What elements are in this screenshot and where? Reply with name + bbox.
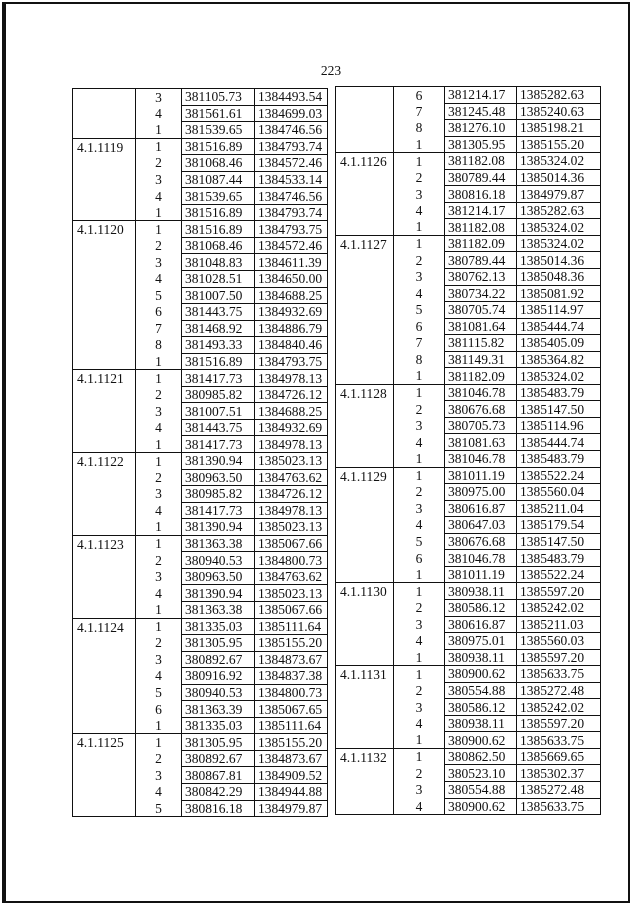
y-coordinate: 1385444.74	[517, 434, 601, 451]
y-coordinate: 1385023.13	[255, 519, 328, 536]
point-number: 3	[394, 781, 445, 798]
point-number: 3	[136, 171, 182, 188]
point-number: 1	[136, 204, 182, 221]
y-coordinate: 1385198.21	[517, 120, 601, 137]
x-coordinate: 380676.68	[445, 533, 517, 550]
x-coordinate: 381305.95	[445, 136, 517, 153]
y-coordinate: 1384978.13	[255, 436, 328, 453]
point-number: 1	[136, 436, 182, 453]
y-coordinate: 1384909.52	[255, 767, 328, 784]
y-coordinate: 1385147.50	[517, 401, 601, 418]
y-coordinate: 1385023.13	[255, 585, 328, 602]
point-number: 4	[394, 715, 445, 732]
x-coordinate: 380762.13	[445, 269, 517, 286]
x-coordinate: 381046.78	[445, 384, 517, 401]
point-number: 5	[394, 533, 445, 550]
point-number: 1	[136, 535, 182, 552]
point-number: 4	[136, 783, 182, 800]
x-coordinate: 380789.44	[445, 252, 517, 269]
point-number: 4	[136, 419, 182, 436]
x-coordinate: 380554.88	[445, 781, 517, 798]
y-coordinate: 1385633.75	[517, 798, 601, 815]
parcel-id: 4.1.1121	[73, 370, 136, 453]
y-coordinate: 1384873.67	[255, 651, 328, 668]
x-coordinate: 381539.65	[182, 122, 255, 139]
point-number: 1	[394, 235, 445, 252]
point-number: 4	[136, 271, 182, 288]
y-coordinate: 1385240.63	[517, 103, 601, 120]
point-number: 1	[136, 601, 182, 618]
point-number: 2	[394, 252, 445, 269]
y-coordinate: 1385522.24	[517, 566, 601, 583]
point-number: 1	[394, 368, 445, 385]
y-coordinate: 1384746.56	[255, 122, 328, 139]
x-coordinate: 380892.67	[182, 651, 255, 668]
point-number: 6	[394, 318, 445, 335]
point-number: 5	[136, 287, 182, 304]
x-coordinate: 380892.67	[182, 750, 255, 767]
point-number: 2	[136, 469, 182, 486]
point-number: 2	[394, 401, 445, 418]
parcel-id: 4.1.1123	[73, 535, 136, 618]
table-row	[73, 618, 328, 635]
x-coordinate: 380705.73	[445, 417, 517, 434]
table-row	[73, 221, 328, 238]
y-coordinate: 1384978.13	[255, 370, 328, 387]
x-coordinate: 381516.89	[182, 138, 255, 155]
point-number: 3	[136, 486, 182, 503]
y-coordinate: 1384650.00	[255, 271, 328, 288]
x-coordinate: 381305.95	[182, 734, 255, 751]
x-coordinate: 380975.01	[445, 633, 517, 650]
y-coordinate: 1384746.56	[255, 188, 328, 205]
parcel-id: 4.1.1127	[336, 235, 394, 384]
point-number: 1	[136, 353, 182, 370]
x-coordinate: 380963.50	[182, 568, 255, 585]
x-coordinate: 381087.44	[182, 171, 255, 188]
x-coordinate: 380900.62	[445, 798, 517, 815]
table-row	[73, 370, 328, 387]
point-number: 1	[136, 138, 182, 155]
point-number: 7	[136, 320, 182, 337]
point-number: 1	[136, 618, 182, 635]
y-coordinate: 1385560.03	[517, 633, 601, 650]
x-coordinate: 381011.19	[445, 467, 517, 484]
table-row	[336, 153, 601, 170]
y-coordinate: 1384800.73	[255, 552, 328, 569]
y-coordinate: 1384572.46	[255, 237, 328, 254]
x-coordinate: 381363.38	[182, 535, 255, 552]
y-coordinate: 1385282.63	[517, 87, 601, 104]
y-coordinate: 1384800.73	[255, 684, 328, 701]
point-number: 1	[394, 136, 445, 153]
point-number: 1	[394, 219, 445, 236]
y-coordinate: 1385597.20	[517, 583, 601, 600]
x-coordinate: 380867.81	[182, 767, 255, 784]
x-coordinate: 381516.89	[182, 221, 255, 238]
y-coordinate: 1384726.12	[255, 386, 328, 403]
y-coordinate: 1384840.46	[255, 337, 328, 354]
table-row	[336, 384, 601, 401]
point-number: 2	[394, 765, 445, 782]
parcel-id: 4.1.1128	[336, 384, 394, 467]
point-number: 4	[136, 188, 182, 205]
y-coordinate: 1384763.62	[255, 469, 328, 486]
x-coordinate: 380789.44	[445, 169, 517, 186]
y-coordinate: 1384726.12	[255, 486, 328, 503]
x-coordinate: 381390.94	[182, 453, 255, 470]
table-row	[336, 235, 601, 252]
x-coordinate: 380940.53	[182, 552, 255, 569]
point-number: 4	[394, 633, 445, 650]
x-coordinate: 381182.09	[445, 368, 517, 385]
y-coordinate: 1384688.25	[255, 287, 328, 304]
point-number: 2	[136, 635, 182, 652]
point-number: 2	[136, 552, 182, 569]
y-coordinate: 1385272.48	[517, 682, 601, 699]
y-coordinate: 1385067.66	[255, 601, 328, 618]
point-number: 1	[394, 384, 445, 401]
y-coordinate: 1385324.02	[517, 368, 601, 385]
point-number: 1	[394, 467, 445, 484]
point-number: 4	[136, 585, 182, 602]
x-coordinate: 381417.73	[182, 436, 255, 453]
x-coordinate: 381182.09	[445, 235, 517, 252]
y-coordinate: 1384837.38	[255, 668, 328, 685]
parcel-id: 4.1.1125	[73, 734, 136, 817]
y-coordinate: 1385211.04	[517, 500, 601, 517]
x-coordinate: 381493.33	[182, 337, 255, 354]
y-coordinate: 1385324.02	[517, 153, 601, 170]
y-coordinate: 1384611.39	[255, 254, 328, 271]
point-number: 1	[394, 153, 445, 170]
x-coordinate: 380985.82	[182, 386, 255, 403]
x-coordinate: 381516.89	[182, 204, 255, 221]
y-coordinate: 1384978.13	[255, 502, 328, 519]
x-coordinate: 381561.61	[182, 105, 255, 122]
parcel-id: 4.1.1119	[73, 138, 136, 221]
y-coordinate: 1384793.74	[255, 204, 328, 221]
y-coordinate: 1385483.79	[517, 384, 601, 401]
x-coordinate: 380900.62	[445, 732, 517, 749]
x-coordinate: 381417.73	[182, 502, 255, 519]
y-coordinate: 1385282.63	[517, 202, 601, 219]
x-coordinate: 381335.03	[182, 717, 255, 734]
x-coordinate: 381182.08	[445, 153, 517, 170]
y-coordinate: 1384763.62	[255, 568, 328, 585]
point-number: 1	[136, 370, 182, 387]
y-coordinate: 1385597.20	[517, 715, 601, 732]
parcel-id: 4.1.1124	[73, 618, 136, 734]
y-coordinate: 1385111.64	[255, 618, 328, 635]
x-coordinate: 381363.38	[182, 601, 255, 618]
point-number: 6	[136, 304, 182, 321]
parcel-id: 4.1.1129	[336, 467, 394, 583]
x-coordinate: 380705.74	[445, 302, 517, 319]
y-coordinate: 1385081.92	[517, 285, 601, 302]
y-coordinate: 1385179.54	[517, 517, 601, 534]
x-coordinate: 380586.12	[445, 599, 517, 616]
table-row	[73, 89, 328, 106]
point-number: 4	[394, 434, 445, 451]
point-number: 3	[394, 500, 445, 517]
x-coordinate: 380916.92	[182, 668, 255, 685]
point-number: 4	[394, 285, 445, 302]
y-coordinate: 1384699.03	[255, 105, 328, 122]
table-row	[73, 535, 328, 552]
x-coordinate: 380938.11	[445, 715, 517, 732]
table-row	[73, 453, 328, 470]
point-number: 4	[394, 517, 445, 534]
point-number: 2	[394, 484, 445, 501]
point-number: 3	[394, 699, 445, 716]
point-number: 2	[394, 169, 445, 186]
y-coordinate: 1384886.79	[255, 320, 328, 337]
point-number: 3	[136, 568, 182, 585]
x-coordinate: 381105.73	[182, 89, 255, 106]
x-coordinate: 380862.50	[445, 748, 517, 765]
y-coordinate: 1384793.75	[255, 353, 328, 370]
y-coordinate: 1385302.37	[517, 765, 601, 782]
y-coordinate: 1385211.03	[517, 616, 601, 633]
y-coordinate: 1385633.75	[517, 666, 601, 683]
x-coordinate: 381276.10	[445, 120, 517, 137]
y-coordinate: 1385014.36	[517, 252, 601, 269]
y-coordinate: 1385324.02	[517, 235, 601, 252]
x-coordinate: 381516.89	[182, 353, 255, 370]
x-coordinate: 380940.53	[182, 684, 255, 701]
x-coordinate: 381048.83	[182, 254, 255, 271]
x-coordinate: 381068.46	[182, 237, 255, 254]
x-coordinate: 380985.82	[182, 486, 255, 503]
x-coordinate: 381305.95	[182, 635, 255, 652]
y-coordinate: 1385014.36	[517, 169, 601, 186]
x-coordinate: 380975.00	[445, 484, 517, 501]
x-coordinate: 381214.17	[445, 202, 517, 219]
point-number: 1	[394, 666, 445, 683]
y-coordinate: 1385155.20	[517, 136, 601, 153]
y-coordinate: 1385067.65	[255, 701, 328, 718]
y-coordinate: 1384979.87	[255, 800, 328, 817]
point-number: 3	[394, 186, 445, 203]
y-coordinate: 1384793.75	[255, 221, 328, 238]
point-number: 4	[394, 798, 445, 815]
parcel-id: 4.1.1120	[73, 221, 136, 370]
x-coordinate: 381046.78	[445, 550, 517, 567]
point-number: 1	[136, 519, 182, 536]
x-coordinate: 380616.87	[445, 616, 517, 633]
y-coordinate: 1385272.48	[517, 781, 601, 798]
point-number: 8	[136, 337, 182, 354]
y-coordinate: 1385114.96	[517, 417, 601, 434]
point-number: 1	[394, 649, 445, 666]
y-coordinate: 1385155.20	[255, 635, 328, 652]
table-row	[336, 583, 601, 600]
point-number: 1	[394, 566, 445, 583]
y-coordinate: 1385242.02	[517, 599, 601, 616]
x-coordinate: 380586.12	[445, 699, 517, 716]
y-coordinate: 1385597.20	[517, 649, 601, 666]
x-coordinate: 381335.03	[182, 618, 255, 635]
point-number: 5	[136, 800, 182, 817]
x-coordinate: 381011.19	[445, 566, 517, 583]
y-coordinate: 1385633.75	[517, 732, 601, 749]
y-coordinate: 1385405.09	[517, 335, 601, 352]
y-coordinate: 1385364.82	[517, 351, 601, 368]
y-coordinate: 1385669.65	[517, 748, 601, 765]
x-coordinate: 380938.11	[445, 649, 517, 666]
x-coordinate: 380816.18	[445, 186, 517, 203]
point-number: 4	[136, 105, 182, 122]
x-coordinate: 381363.39	[182, 701, 255, 718]
page-number: 223	[320, 63, 342, 78]
x-coordinate: 380734.22	[445, 285, 517, 302]
point-number: 1	[394, 748, 445, 765]
point-number: 8	[394, 120, 445, 137]
y-coordinate: 1385111.64	[255, 717, 328, 734]
point-number: 4	[394, 202, 445, 219]
y-coordinate: 1384873.67	[255, 750, 328, 767]
x-coordinate: 381390.94	[182, 585, 255, 602]
y-coordinate: 1385522.24	[517, 467, 601, 484]
point-number: 2	[136, 750, 182, 767]
y-coordinate: 1384493.54	[255, 89, 328, 106]
point-number: 1	[394, 583, 445, 600]
x-coordinate: 380900.62	[445, 666, 517, 683]
table-row	[73, 734, 328, 751]
point-number: 2	[136, 386, 182, 403]
point-number: 3	[394, 616, 445, 633]
x-coordinate: 381007.51	[182, 403, 255, 420]
x-coordinate: 381182.08	[445, 219, 517, 236]
coordinates-table-left	[72, 88, 328, 817]
table-row	[336, 748, 601, 765]
point-number: 1	[136, 717, 182, 734]
table-row	[336, 467, 601, 484]
y-coordinate: 1384572.46	[255, 155, 328, 172]
parcel-id: 4.1.1122	[73, 453, 136, 536]
point-number: 1	[136, 453, 182, 470]
point-number: 1	[136, 122, 182, 139]
point-number: 3	[136, 254, 182, 271]
x-coordinate: 380963.50	[182, 469, 255, 486]
point-number: 5	[394, 302, 445, 319]
x-coordinate: 381443.75	[182, 419, 255, 436]
y-coordinate: 1384688.25	[255, 403, 328, 420]
parcel-id: 4.1.1130	[336, 583, 394, 666]
point-number: 8	[394, 351, 445, 368]
x-coordinate: 380616.87	[445, 500, 517, 517]
x-coordinate: 381081.63	[445, 434, 517, 451]
x-coordinate: 380647.03	[445, 517, 517, 534]
point-number: 1	[394, 732, 445, 749]
y-coordinate: 1385155.20	[255, 734, 328, 751]
x-coordinate: 381068.46	[182, 155, 255, 172]
point-number: 7	[394, 335, 445, 352]
y-coordinate: 1384979.87	[517, 186, 601, 203]
table-row	[73, 138, 328, 155]
y-coordinate: 1385483.79	[517, 550, 601, 567]
y-coordinate: 1385048.36	[517, 269, 601, 286]
parcel-id	[73, 89, 136, 139]
point-number: 3	[394, 417, 445, 434]
x-coordinate: 380523.10	[445, 765, 517, 782]
parcel-id: 4.1.1132	[336, 748, 394, 814]
point-number: 5	[136, 684, 182, 701]
y-coordinate: 1384944.88	[255, 783, 328, 800]
x-coordinate: 381443.75	[182, 304, 255, 321]
x-coordinate: 380676.68	[445, 401, 517, 418]
x-coordinate: 381028.51	[182, 271, 255, 288]
y-coordinate: 1384932.69	[255, 419, 328, 436]
x-coordinate: 381417.73	[182, 370, 255, 387]
y-coordinate: 1385023.13	[255, 453, 328, 470]
point-number: 3	[136, 89, 182, 106]
y-coordinate: 1385483.79	[517, 451, 601, 468]
x-coordinate: 381081.64	[445, 318, 517, 335]
y-coordinate: 1385560.04	[517, 484, 601, 501]
y-coordinate: 1385444.74	[517, 318, 601, 335]
point-number: 3	[136, 767, 182, 784]
point-number: 2	[136, 237, 182, 254]
y-coordinate: 1385067.66	[255, 535, 328, 552]
x-coordinate: 381245.48	[445, 103, 517, 120]
parcel-id: 4.1.1131	[336, 666, 394, 749]
point-number: 4	[136, 668, 182, 685]
table-row	[336, 87, 601, 104]
x-coordinate: 381149.31	[445, 351, 517, 368]
x-coordinate: 381390.94	[182, 519, 255, 536]
x-coordinate: 381539.65	[182, 188, 255, 205]
point-number: 2	[136, 155, 182, 172]
point-number: 3	[136, 651, 182, 668]
y-coordinate: 1385324.02	[517, 219, 601, 236]
x-coordinate: 380816.18	[182, 800, 255, 817]
point-number: 1	[136, 734, 182, 751]
x-coordinate: 380938.11	[445, 583, 517, 600]
point-number: 1	[394, 451, 445, 468]
point-number: 2	[394, 599, 445, 616]
point-number: 1	[136, 221, 182, 238]
y-coordinate: 1385114.97	[517, 302, 601, 319]
point-number: 3	[394, 269, 445, 286]
x-coordinate: 380554.88	[445, 682, 517, 699]
parcel-id: 4.1.1126	[336, 153, 394, 236]
x-coordinate: 381468.92	[182, 320, 255, 337]
x-coordinate: 381214.17	[445, 87, 517, 104]
x-coordinate: 381046.78	[445, 451, 517, 468]
y-coordinate: 1385147.50	[517, 533, 601, 550]
point-number: 3	[136, 403, 182, 420]
y-coordinate: 1384793.74	[255, 138, 328, 155]
point-number: 4	[136, 502, 182, 519]
x-coordinate: 380842.29	[182, 783, 255, 800]
point-number: 6	[136, 701, 182, 718]
point-number: 7	[394, 103, 445, 120]
point-number: 6	[394, 550, 445, 567]
y-coordinate: 1385242.02	[517, 699, 601, 716]
point-number: 2	[394, 682, 445, 699]
parcel-id	[336, 87, 394, 153]
x-coordinate: 381115.82	[445, 335, 517, 352]
y-coordinate: 1384932.69	[255, 304, 328, 321]
table-row	[336, 666, 601, 683]
coordinates-table-right	[335, 86, 601, 815]
point-number: 6	[394, 87, 445, 104]
y-coordinate: 1384533.14	[255, 171, 328, 188]
x-coordinate: 381007.50	[182, 287, 255, 304]
